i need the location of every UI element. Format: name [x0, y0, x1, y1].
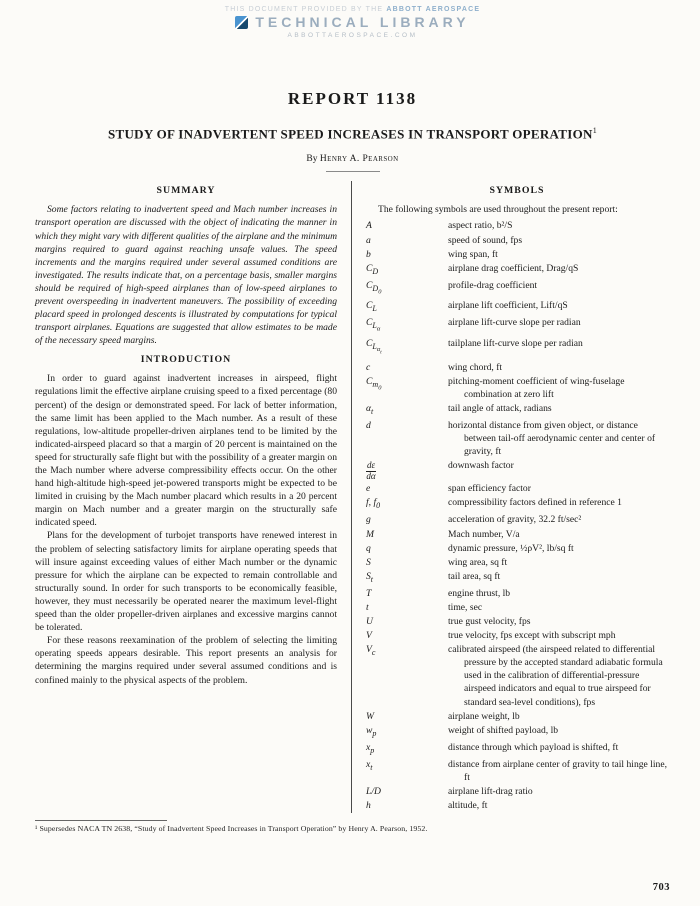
paper-title-text: STUDY OF INADVERTENT SPEED INCREASES IN TRANSPORT OPERATION [107, 126, 593, 142]
symbol-name: f, $f_0$ [366, 497, 381, 511]
symbol-name: $\alpha_t$ [366, 403, 374, 416]
symbol-name: e [366, 483, 371, 495]
symbol-name: $V_c$ [366, 644, 376, 658]
symbol-name: S [366, 556, 371, 568]
symbol-row [366, 542, 668, 555]
symbol-name: $S_t$ [366, 570, 374, 584]
intro-paragraph: In order to guard against inadvertent increases in airspeed, flight regulations limit the effective airplane cruising speed to a fixed percentage (80 percent) of the design or demonstrated speed. For lack of better information, the same limit has been applied to the Mach number. As a result of these regulations, low-altitude propeller-driven airplanes tend to be limited by the indicated-airspeed placard so that a margin of 20 percent is maintained on the speed for structurally safe flight but with the possibility of a greater margin on the Mach number where adverse compressibility effects occur. On the other hand high-altitude high-speed jet-powered transports might be expected to be limited in cruising by the Mach number placard which results in a 20 percent margin on Mach number and a greater margin on the structurally safe indicated speed. [35, 373, 337, 529]
symbol-name: U [366, 615, 373, 627]
two-column-body [35, 178, 670, 813]
symbol-definition: airplane weight, lb [448, 710, 520, 722]
symbol-name: W [366, 710, 374, 722]
symbol-definition: distance from airplane center of gravity to tail hinge line, ft [448, 758, 667, 783]
summary-text: Some factors relating to inadvertent speed and Mach number increases in transport operation are discussed with the object of indicating the manner in which they might vary with different qualities of the airplane and the minimum margins required to guard against reaching unsafe values. The speed increments and the margins required under several assumed conditions are investigated. The results indicate that, on a percentage basis, smaller margins should be required of high-speed airplanes than of low-speed airplanes to prevent overspeeding in inadvertent maneuvers. The possibility of exceeding placard speed in prolonged descents is illustrated by computations for typical transport airplanes. Equations are suggested that allow estimates to be made of the necessary speed margins. [35, 204, 337, 347]
symbol-name: h [366, 800, 371, 812]
symbol-row [366, 337, 668, 360]
symbol-name: $w_p$ [366, 724, 377, 738]
symbol-name: V [366, 630, 372, 642]
banner-library-title: TECHNICAL LIBRARY [255, 14, 470, 30]
symbol-definition: engine thrust, lb [448, 587, 511, 599]
symbol-row [366, 375, 668, 401]
symbol-row [366, 556, 668, 569]
symbol-row [366, 587, 668, 600]
symbol-definition: altitude, ft [448, 800, 488, 812]
symbol-name: L/D [366, 785, 381, 797]
banner-provided-by-prefix: THIS DOCUMENT PROVIDED BY THE [224, 6, 387, 13]
symbol-row [366, 615, 668, 628]
symbol-row [366, 459, 668, 481]
symbol-definition: tailplane lift-curve slope per radian [448, 337, 583, 349]
symbols-heading: SYMBOLS [489, 185, 545, 197]
byline-prefix: By [306, 154, 318, 165]
abbott-aerospace-logo-icon [235, 16, 248, 29]
symbols-intro: The following symbols are used throughout the present report: [378, 204, 618, 216]
symbol-row [366, 570, 668, 586]
symbol-definition: airplane lift-curve slope per radian [448, 317, 581, 329]
symbol-row [366, 482, 668, 495]
symbol-row [366, 248, 668, 261]
footnote: ¹ Supersedes NACA TN 2638, “Study of Inadvertent Speed Increases in Transport Operation” by Henry A. Pearson, 1952. [35, 824, 428, 834]
footnote-divider [35, 820, 167, 821]
symbol-definition: wing area, sq ft [448, 556, 508, 568]
page-number: 703 [652, 882, 670, 893]
symbol-definition: pitching-moment coefficient of wing-fuselage combination at zero lift [448, 375, 625, 400]
symbol-row [366, 799, 668, 812]
intro-paragraph: Plans for the development of turbojet transports have renewed interest in the problem of selecting satisfactory limits for airplane operating speeds that will insure against exceeding values of either Mach number or the dynamic pressure for which the airplane can be expected to remain controllable and structurally sound. In order for such transports to be economically feasible, however, they must necessarily be operated nearer the maximum level-flight speed than the older propeller-driven airplanes and excessive margins cannot be tolerated. [35, 530, 337, 634]
symbol-row [366, 643, 668, 708]
symbol-row [366, 601, 668, 614]
symbol-definition: calibrated airspeed (the airspeed related to differential pressure by the accepted standard adiabatic formula used in the calibration of differential-pressure airspeed indicators and equal to true airspeed for standard sea-level conditions), fps [448, 644, 663, 708]
symbol-row [366, 316, 668, 336]
symbol-definition: downwash factor [448, 460, 514, 472]
author-name: Henry A. Pearson [319, 154, 399, 165]
symbol-row [366, 361, 668, 374]
symbol-definition: distance through which payload is shifted, ft [448, 741, 619, 753]
symbol-row [366, 785, 668, 798]
symbol-definition: airplane drag coefficient, Drag/qS [448, 262, 579, 274]
symbol-row [366, 528, 668, 541]
symbol-definition: profile-drag coefficient [448, 279, 538, 291]
symbol-name: $C_D$ [366, 262, 379, 276]
symbol-definition: time, sec [448, 601, 483, 613]
symbol-definition: true gust velocity, fps [448, 615, 531, 627]
symbol-row [366, 496, 668, 512]
symbol-row [366, 279, 668, 299]
symbol-row [366, 219, 668, 232]
title-footnote-mark: 1 [592, 126, 598, 135]
column-divider [351, 181, 352, 813]
symbol-name: T [366, 587, 372, 599]
symbol-row [366, 402, 668, 418]
symbol-definition: tail angle of attack, radians [448, 403, 552, 415]
banner-url: ABBOTTAEROSPACE.COM [287, 32, 418, 39]
symbol-name: $C_{m_0}$ [366, 375, 382, 392]
introduction-heading: INTRODUCTION [140, 354, 232, 366]
symbol-definition: compressibility factors defined in reference 1 [448, 497, 622, 509]
symbol-name: t [366, 601, 369, 613]
symbol-row [366, 299, 668, 315]
symbol-row [366, 513, 668, 526]
symbol-definition: aspect ratio, b²/S [448, 220, 513, 232]
symbol-definition: wing chord, ft [448, 361, 503, 373]
symbol-name: M [366, 528, 374, 540]
introduction-paragraphs [35, 372, 337, 686]
symbol-definition: span efficiency factor [448, 483, 531, 495]
symbol-definition: airplane lift coefficient, Lift/qS [448, 300, 568, 312]
symbol-definition: Mach number, V/a [448, 528, 520, 540]
symbol-row [366, 758, 668, 784]
report-number: REPORT 1138 [287, 89, 418, 108]
symbol-name: $x_p$ [366, 741, 375, 755]
right-column [366, 178, 668, 813]
symbol-row [366, 724, 668, 740]
banner-title-row [35, 14, 670, 30]
symbol-name: A [366, 220, 372, 232]
symbol-definition: tail area, sq ft [448, 570, 501, 582]
symbol-name: q [366, 542, 371, 554]
symbol-name: d [366, 420, 371, 432]
symbol-name: $x_t$ [366, 758, 373, 772]
symbol-definition: horizontal distance from given object, or distance between tail-off aerodynamic center and center of gravity, ft [448, 420, 656, 458]
symbol-name: a [366, 234, 371, 246]
symbol-definition: wing span, ft [448, 248, 498, 260]
banner-brand: ABBOTT AEROSPACE [386, 6, 481, 13]
symbol-row [366, 629, 668, 642]
symbol-row [366, 710, 668, 723]
intro-paragraph: For these reasons reexamination of the problem of selecting the limiting operating speeds appears desirable. This report presents an analysis for determining the margins required under several assumed conditions and is confined mainly to the physical aspects of the problem. [35, 635, 337, 686]
symbol-row [366, 262, 668, 278]
left-column [35, 178, 337, 813]
symbols-list [366, 219, 668, 812]
banner-provided-by [35, 6, 670, 13]
symbol-row [366, 419, 668, 458]
symbol-definition: true velocity, fps except with subscript mph [448, 630, 616, 642]
symbol-name: g [366, 514, 371, 526]
symbol-name: $C_{L_{\alpha_t}}$ [366, 337, 382, 356]
symbol-definition: dynamic pressure, ½ρV², lb/sq ft [448, 542, 574, 554]
summary-heading: SUMMARY [156, 185, 216, 197]
symbol-name: $\frac{d\varepsilon}{d\alpha}$ [366, 460, 376, 481]
symbol-definition: speed of sound, fps [448, 234, 523, 246]
symbol-name: b [366, 248, 371, 260]
symbol-definition: acceleration of gravity, 32.2 ft/sec² [448, 514, 582, 526]
symbol-name: $C_L$ [366, 300, 377, 314]
symbol-row [366, 741, 668, 757]
symbol-definition: airplane lift-drag ratio [448, 785, 533, 797]
paper-title [35, 126, 670, 142]
symbol-row [366, 234, 668, 247]
symbol-name: $C_{L_\alpha}$ [366, 317, 381, 333]
byline [35, 154, 670, 164]
symbol-name: c [366, 361, 371, 373]
symbol-definition: weight of shifted payload, lb [448, 724, 559, 736]
byline-divider [326, 171, 380, 172]
symbol-name: $C_{D_0}$ [366, 279, 382, 296]
library-banner [35, 6, 670, 39]
